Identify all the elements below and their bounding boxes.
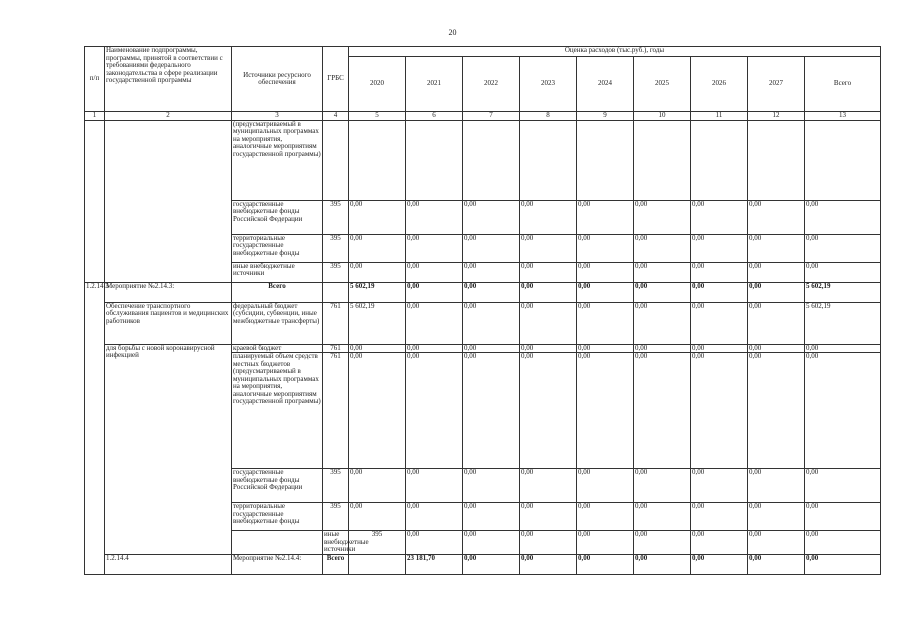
value-cell: 0,00 xyxy=(406,302,463,344)
value-cell: 0,00 xyxy=(406,353,463,469)
value-cell: 0,00 xyxy=(463,503,520,531)
header-pp: п/п xyxy=(85,47,105,112)
value-cell: 0,00 xyxy=(634,262,691,282)
item-title: Мероприятие №2.14.4: xyxy=(232,554,323,574)
grbs-cell: 395 xyxy=(323,200,349,234)
value-cell: 0,00 xyxy=(406,200,463,234)
value-cell: 0,00 xyxy=(805,531,881,555)
value-cell: 5 602,19 xyxy=(805,282,881,302)
header-year: 2023 xyxy=(520,57,577,112)
value-cell: 0,00 xyxy=(463,302,520,344)
value-cell: 0,00 xyxy=(520,282,577,302)
value-cell: 0,00 xyxy=(805,353,881,469)
table-row xyxy=(85,344,881,353)
value-cell: 0,00 xyxy=(577,353,634,469)
column-number: 7 xyxy=(463,112,520,121)
value-cell: 0,00 xyxy=(463,469,520,503)
column-number: 12 xyxy=(748,112,805,121)
value-cell: 0,00 xyxy=(520,503,577,531)
value-cell: 0,00 xyxy=(463,344,520,353)
value-cell: 0,00 xyxy=(748,353,805,469)
value-cell: 5 602,19 xyxy=(349,282,406,302)
value-cell: 0,00 xyxy=(463,234,520,262)
value-cell: 0,00 xyxy=(520,531,577,555)
value-cell: 0,00 xyxy=(805,503,881,531)
grbs-cell: 395 xyxy=(323,262,349,282)
column-number: 2 xyxy=(105,112,232,121)
value-cell: 5 602,19 xyxy=(805,302,881,344)
value-cell: 0,00 xyxy=(349,469,406,503)
value-cell: 0,00 xyxy=(577,262,634,282)
expenditure-table xyxy=(84,46,881,575)
value-cell: 0,00 xyxy=(349,344,406,353)
source-cell: иные внебюджетные источники xyxy=(324,530,369,553)
value-cell: 0,00 xyxy=(463,200,520,234)
value-cell: 0,00 xyxy=(748,469,805,503)
value-cell: 23 181,70 xyxy=(406,554,463,574)
value-cell: 0,00 xyxy=(520,302,577,344)
value-cell: 0,00 xyxy=(748,234,805,262)
value-cell: 0,00 xyxy=(691,234,748,262)
value-cell: 0,00 xyxy=(349,200,406,234)
column-number: 6 xyxy=(406,112,463,121)
value-cell: 0,00 xyxy=(406,531,463,555)
value-cell: 0,00 xyxy=(577,469,634,503)
value-cell: 0,00 xyxy=(634,503,691,531)
value-cell: 0,00 xyxy=(577,344,634,353)
value-cell: 0,00 xyxy=(748,554,805,574)
value-cell: 0,00 xyxy=(634,531,691,555)
item-title: Мероприятие №2.14.3: xyxy=(105,282,232,302)
grbs-cell: 395 xyxy=(323,503,349,531)
value-cell: 0,00 xyxy=(406,469,463,503)
value-cell: 0,00 xyxy=(805,554,881,574)
grbs-cell: 395 xyxy=(323,469,349,503)
source-cell: государственные внебюджетные фонды Российской Федерации xyxy=(232,469,323,503)
header-year: 2021 xyxy=(406,57,463,112)
value-cell: 0,00 xyxy=(691,503,748,531)
value-cell: 0,00 xyxy=(577,200,634,234)
header-total: Всего xyxy=(805,57,881,112)
value-cell: 0,00 xyxy=(520,353,577,469)
value-cell: 0,00 xyxy=(805,469,881,503)
column-number: 1 xyxy=(85,112,105,121)
column-number: 8 xyxy=(520,112,577,121)
value-cell: 0,00 xyxy=(691,200,748,234)
value-cell: 0,00 xyxy=(406,282,463,302)
value-cell: 0,00 xyxy=(691,282,748,302)
grbs-cell: 395 xyxy=(349,531,406,555)
value-cell: 0,00 xyxy=(634,282,691,302)
value-cell: 0,00 xyxy=(691,344,748,353)
header-year: 2026 xyxy=(691,57,748,112)
grbs-cell: 761 xyxy=(323,344,349,353)
value-cell: 0,00 xyxy=(691,302,748,344)
value-cell: 0,00 xyxy=(406,234,463,262)
value-cell: 0,00 xyxy=(748,344,805,353)
grbs-cell: 761 xyxy=(323,302,349,344)
header-year: 2024 xyxy=(577,57,634,112)
value-cell: 0,00 xyxy=(691,554,748,574)
value-cell: 0,00 xyxy=(691,531,748,555)
column-number: 10 xyxy=(634,112,691,121)
table-row xyxy=(85,554,881,574)
header-source: Источники ресурсного обеспечения xyxy=(232,47,323,112)
value-cell: 0,00 xyxy=(349,262,406,282)
item-number: 1.2.14.4 xyxy=(105,554,232,574)
value-cell: 0,00 xyxy=(805,262,881,282)
value-cell: 0,00 xyxy=(463,554,520,574)
value-cell: 0,00 xyxy=(349,503,406,531)
source-cell: планируемый объем средств местных бюджетов (предусматриваемый в муниципальных программах на мероприятия, аналогичные мероприятиям государственной программы) xyxy=(232,353,323,469)
value-cell: 0,00 xyxy=(520,234,577,262)
value-cell: 0,00 xyxy=(520,344,577,353)
value-cell: 0,00 xyxy=(463,262,520,282)
source-cell: краевой бюджет xyxy=(232,344,323,353)
page-number: 20 xyxy=(448,28,457,37)
value-cell: 0,00 xyxy=(349,353,406,469)
value-cell: 0,00 xyxy=(691,353,748,469)
value-cell: 0,00 xyxy=(748,200,805,234)
column-number: 4 xyxy=(323,112,349,121)
column-number: 11 xyxy=(691,112,748,121)
value-cell: 0,00 xyxy=(463,282,520,302)
value-cell: 0,00 xyxy=(349,234,406,262)
source-cell: территориальные государственные внебюджетные фонды xyxy=(232,503,323,531)
source-cell: иные внебюджетные источники xyxy=(232,262,323,282)
value-cell: 0,00 xyxy=(634,554,691,574)
header-year: 2022 xyxy=(463,57,520,112)
table-row xyxy=(85,282,881,302)
value-cell: 0,00 xyxy=(691,262,748,282)
source-cell: Всего xyxy=(232,282,323,302)
value-cell: 0,00 xyxy=(463,353,520,469)
value-cell: 0,00 xyxy=(463,531,520,555)
value-cell: 0,00 xyxy=(634,469,691,503)
value-cell: 0,00 xyxy=(520,262,577,282)
source-cell: территориальные государственные внебюджетные фонды xyxy=(232,234,323,262)
source-cell: государственные внебюджетные фонды Российской Федерации xyxy=(232,200,323,234)
table-row xyxy=(85,302,881,344)
value-cell: 0,00 xyxy=(634,353,691,469)
column-number: 13 xyxy=(805,112,881,121)
value-cell: 0,00 xyxy=(634,234,691,262)
value-cell: 0,00 xyxy=(577,234,634,262)
value-cell: 0,00 xyxy=(634,302,691,344)
value-cell: 0,00 xyxy=(805,200,881,234)
item-description-cont: для борьбы с новой коронавирусной инфекцией xyxy=(105,344,232,554)
value-cell: 0,00 xyxy=(520,554,577,574)
header-year: 2020 xyxy=(349,57,406,112)
header-name: Наименование подпрограммы, программы, принятой в соответствии с требованиями федерального законодательства в сфере реализации государственной программы xyxy=(105,47,232,112)
column-number: 5 xyxy=(349,112,406,121)
value-cell: 0,00 xyxy=(577,302,634,344)
item-number: 1.2.14.3 xyxy=(85,282,105,574)
value-cell: 0,00 xyxy=(577,503,634,531)
header-year: 2025 xyxy=(634,57,691,112)
value-cell: 0,00 xyxy=(406,262,463,282)
table-row xyxy=(85,120,881,200)
source-cell: (предусматриваемый в муниципальных программах на мероприятия, аналогичные мероприятиям государственной программы) xyxy=(232,120,323,200)
value-cell: 0,00 xyxy=(406,344,463,353)
value-cell: 0,00 xyxy=(748,262,805,282)
value-cell: 0,00 xyxy=(748,503,805,531)
source-cell: федеральный бюджет (субсидии, субвенции, иные межбюджетные трансферты) xyxy=(232,302,323,344)
value-cell: 0,00 xyxy=(634,344,691,353)
value-cell: 0,00 xyxy=(748,282,805,302)
header-grbs: ГРБС xyxy=(323,47,349,112)
value-cell: 0,00 xyxy=(805,234,881,262)
column-number: 9 xyxy=(577,112,634,121)
value-cell: 0,00 xyxy=(577,554,634,574)
value-cell: 0,00 xyxy=(691,469,748,503)
value-cell: 0,00 xyxy=(406,503,463,531)
value-cell: 0,00 xyxy=(577,282,634,302)
grbs-cell: 395 xyxy=(323,234,349,262)
value-cell: 0,00 xyxy=(748,531,805,555)
grbs-cell: 761 xyxy=(323,353,349,469)
value-cell: 0,00 xyxy=(577,531,634,555)
value-cell: 0,00 xyxy=(520,200,577,234)
item-description: Обеспечение транспортного обслуживания пациентов и медицинских работников xyxy=(105,302,232,344)
source-cell: Всего xyxy=(323,554,349,574)
value-cell: 0,00 xyxy=(634,200,691,234)
column-number: 3 xyxy=(232,112,323,121)
value-cell: 0,00 xyxy=(748,302,805,344)
value-cell: 0,00 xyxy=(520,469,577,503)
value-cell: 0,00 xyxy=(805,344,881,353)
value-cell: 5 602,19 xyxy=(349,302,406,344)
header-year: 2027 xyxy=(748,57,805,112)
header-estimate: Оценка расходов (тыс.руб.), годы xyxy=(349,47,881,57)
